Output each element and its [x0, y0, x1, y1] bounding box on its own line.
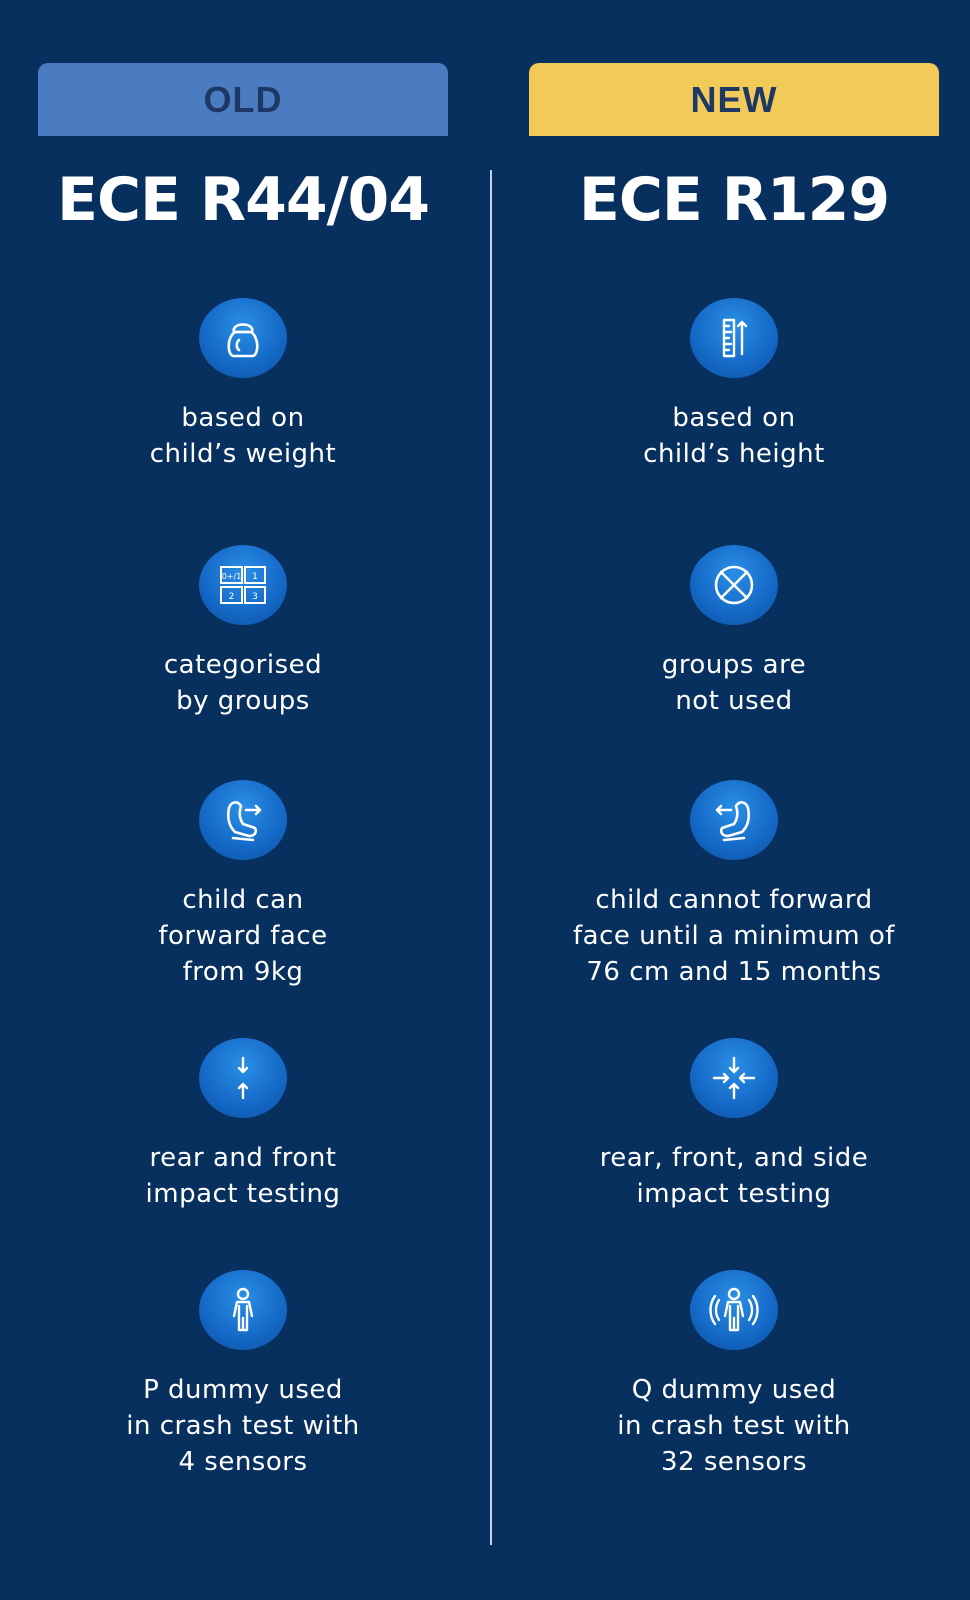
- rear-facing-seat-icon: [690, 780, 778, 860]
- old-item-impact: [38, 1038, 448, 1212]
- old-item-forward-face-text: child can forward face from 9kg: [158, 885, 328, 987]
- old-item-dummy-text: P dummy used in crash test with 4 sensors: [126, 1375, 360, 1477]
- front-rear-impact-icon: [199, 1038, 287, 1118]
- new-item-dummy: [529, 1270, 939, 1480]
- height-ruler-icon: [690, 298, 778, 378]
- old-item-weight: [38, 298, 448, 472]
- sensor-dummy-icon: [690, 1270, 778, 1350]
- new-item-impact-text: rear, front, and side impact testing: [599, 1143, 869, 1209]
- svg-text:0+/1: 0+/1: [221, 572, 242, 581]
- forward-facing-seat-icon: [199, 780, 287, 860]
- old-badge: OLD: [38, 63, 448, 136]
- new-item-impact: [529, 1038, 939, 1212]
- new-item-height-text: based on child’s height: [643, 403, 825, 469]
- svg-text:1: 1: [252, 572, 258, 582]
- new-badge: NEW: [529, 63, 939, 136]
- new-item-groups-text: groups are not used: [661, 650, 807, 716]
- new-item-groups: [529, 545, 939, 719]
- old-item-dummy: [38, 1270, 448, 1480]
- old-standard-column: [38, 0, 458, 1600]
- dummy-icon: [199, 1270, 287, 1350]
- old-item-forward-face: [38, 780, 448, 990]
- new-item-height: [529, 298, 939, 472]
- new-item-forward-face-text: child cannot forward face until a minimum of 76 cm and 15 months: [573, 885, 895, 987]
- new-item-forward-face: [529, 780, 939, 990]
- new-item-dummy-text: Q dummy used in crash test with 32 sensors: [617, 1375, 851, 1477]
- column-divider: [490, 170, 492, 1545]
- new-standard-column: [529, 0, 949, 1600]
- old-item-impact-text: rear and front impact testing: [145, 1143, 341, 1209]
- kettlebell-icon: [199, 298, 287, 378]
- no-groups-icon: [690, 545, 778, 625]
- old-item-weight-text: based on child’s weight: [149, 403, 337, 469]
- side-impact-icon: [690, 1038, 778, 1118]
- old-item-groups-text: categorised by groups: [163, 650, 323, 716]
- old-item-groups: [38, 545, 448, 719]
- groups-grid-icon: [199, 545, 287, 625]
- svg-text:3: 3: [252, 592, 258, 602]
- new-standard-title: ECE R129: [578, 165, 890, 235]
- svg-text:2: 2: [228, 592, 235, 602]
- old-standard-title: ECE R44/04: [56, 165, 429, 235]
